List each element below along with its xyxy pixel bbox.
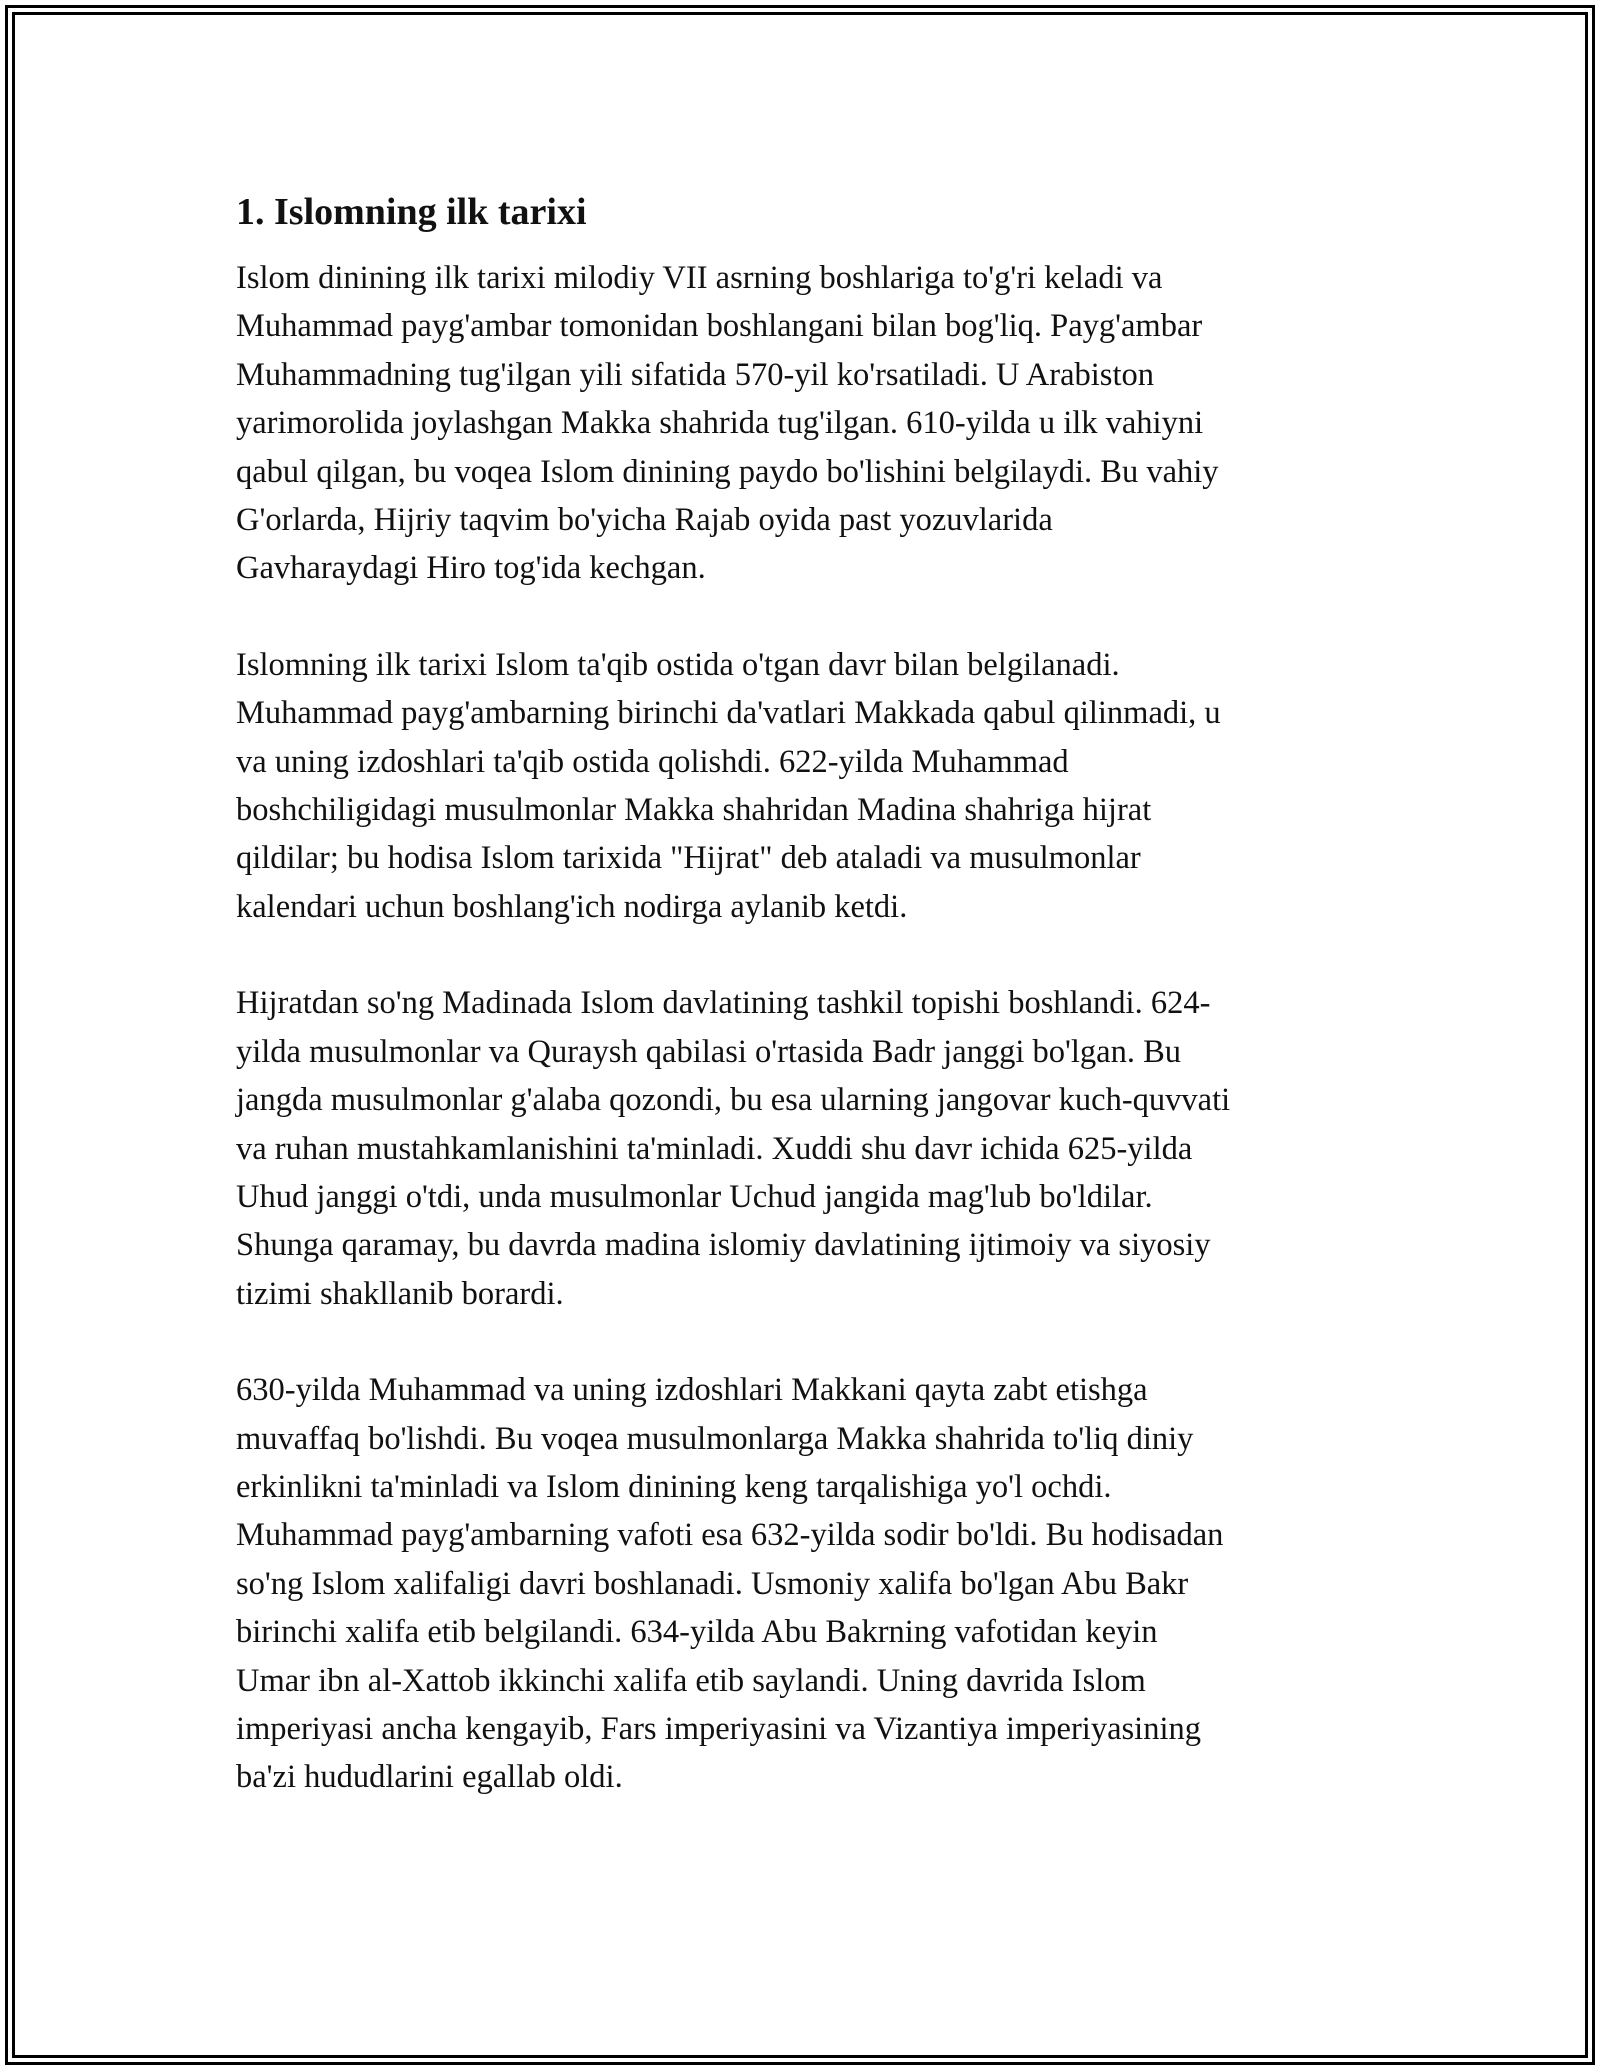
paragraph-1: Islom dinining ilk tarixi milodiy VII asrning boshlariga to'g'ri keladi va Muhammad payg'ambar tomonidan boshlangani bilan bog'liq. Payg'ambar Muhammadning tug'ilgan yili sifatida 570-yil ko'rsatiladi. U Arabiston yarimorolida joylashgan Makka shahrida tug'ilgan. 610-yilda u ilk vahiyni qabul qilgan, bu voqea Islom dinining paydo bo'lishini belgilaydi. Bu vahiy G'orlarda, Hijriy taqvim bo'yicha Rajab oyida past yozuvlarida Gavharaydagi Hiro tog'ida kechgan. [236,260,1219,587]
section-title: 1. Islomning ilk tarixi [236,191,587,233]
paragraph-4: 630-yilda Muhammad va uning izdoshlari Makkani qayta zabt etishga muvaffaq bo'lishdi. Bu voqea musulmonlarga Makka shahrida to'liq diniy erkinlikni ta'minladi va Islom dinining keng tarqalishiga yo'l ochdi. Muhammad payg'ambarning vafoti esa 632-yilda sodir bo'ldi. Bu hodisadan so'ng Islom xalifaligi davri boshlanadi. Usmoniy xalifa bo'lgan Abu Bakr birinchi xalifa etib belgilandi. 634-yilda Abu Bakrning vafotidan keyin Umar ibn al-Xattob ikkinchi xalifa etib saylandi. Uning davrida Islom imperiyasi ancha kengayib, Fars imperiyasini va Vizantiya imperiyasining ba'zi hududlarini egallab oldi. [236,1372,1224,1796]
paragraph-2: Islomning ilk tarixi Islom ta'qib ostida o'tgan davr bilan belgilanadi. Muhammad payg'ambarning birinchi da'vatlari Makkada qabul qilinmadi, u va uning izdoshlari ta'qib ostida qolishdi. 622-yilda Muhammad boshchiligidagi musulmonlar Makka shahridan Madina shahriga hijrat qildilar; bu hodisa Islom tarixida "Hijrat" deb ataladi va musulmonlar kalendari uchun boshlang'ich nodirga aylanib ketdi. [236,646,1221,925]
paragraph-3: Hijratdan so'ng Madinada Islom davlatining tashkil topishi boshlandi. 624- yilda musulmonlar va Quraysh qabilasi o'rtasida Badr janggi bo'lgan. Bu jangda musulmonlar g'alaba qozondi, bu esa ularning jangovar kuch-quvvati va ruhan mustahkamlanishini ta'minladi. Xuddi shu davr ichida 625-yilda Uhud janggi o'tdi, unda musulmonlar Uchud jangida mag'lub bo'ldilar. Shunga qaramay, bu davrda madina islomiy davlatining ijtimoiy va siyosiy tizimi shakllanib borardi. [236,985,1231,1312]
document-body [236,188,1366,1850]
